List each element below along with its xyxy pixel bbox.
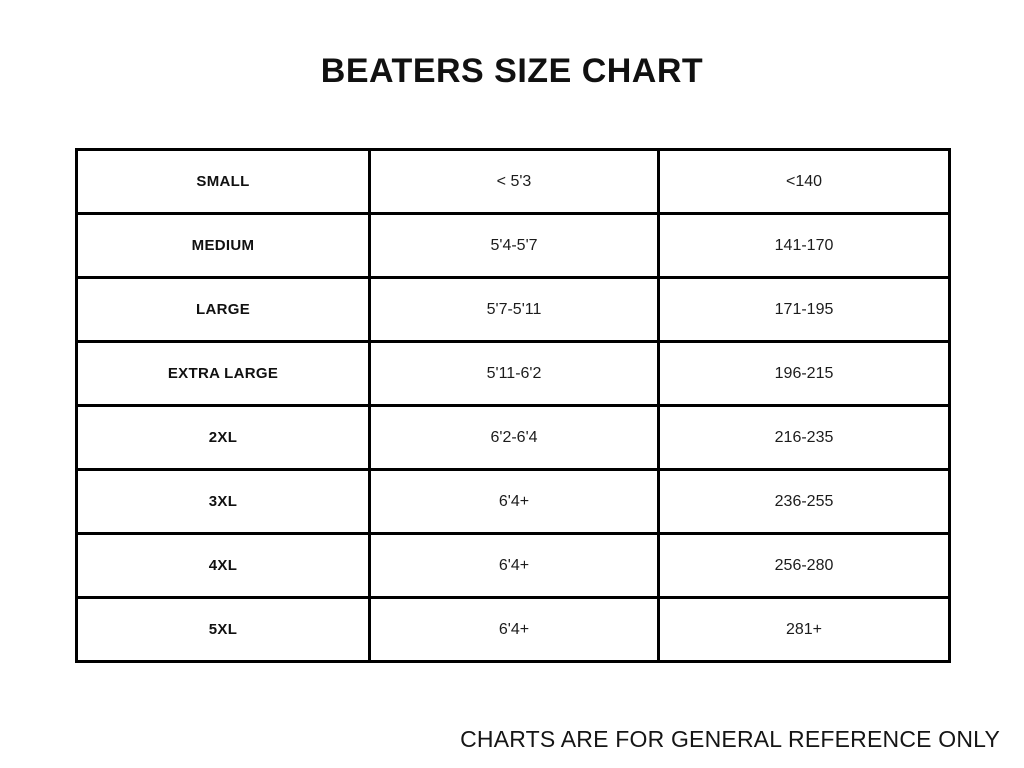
weight-cell: 141-170 [659,214,950,278]
weight-cell: 171-195 [659,278,950,342]
height-cell: < 5'3 [370,150,659,214]
size-chart-table-body [77,150,950,662]
size-cell: MEDIUM [77,214,370,278]
size-cell: 2XL [77,406,370,470]
height-cell: 6'4+ [370,470,659,534]
weight-cell: 236-255 [659,470,950,534]
height-cell: 5'7-5'11 [370,278,659,342]
table-row [77,470,950,534]
table-row [77,598,950,662]
size-cell: 5XL [77,598,370,662]
height-cell: 6'4+ [370,534,659,598]
size-cell: 3XL [77,470,370,534]
height-cell: 5'11-6'2 [370,342,659,406]
table-row [77,214,950,278]
height-cell: 6'2-6'4 [370,406,659,470]
table-row [77,534,950,598]
weight-cell: 281+ [659,598,950,662]
table-row [77,406,950,470]
weight-cell: 216-235 [659,406,950,470]
table-row [77,342,950,406]
weight-cell: 196-215 [659,342,950,406]
disclaimer-text: CHARTS ARE FOR GENERAL REFERENCE ONLY [460,726,1000,752]
weight-cell: <140 [659,150,950,214]
height-cell: 6'4+ [370,598,659,662]
size-cell: EXTRA LARGE [77,342,370,406]
size-chart-table [75,148,951,663]
weight-cell: 256-280 [659,534,950,598]
height-cell: 5'4-5'7 [370,214,659,278]
page-title: BEATERS SIZE CHART [320,52,704,90]
size-cell: 4XL [77,534,370,598]
size-cell: SMALL [77,150,370,214]
size-cell: LARGE [77,278,370,342]
table-row [77,150,950,214]
table-row [77,278,950,342]
